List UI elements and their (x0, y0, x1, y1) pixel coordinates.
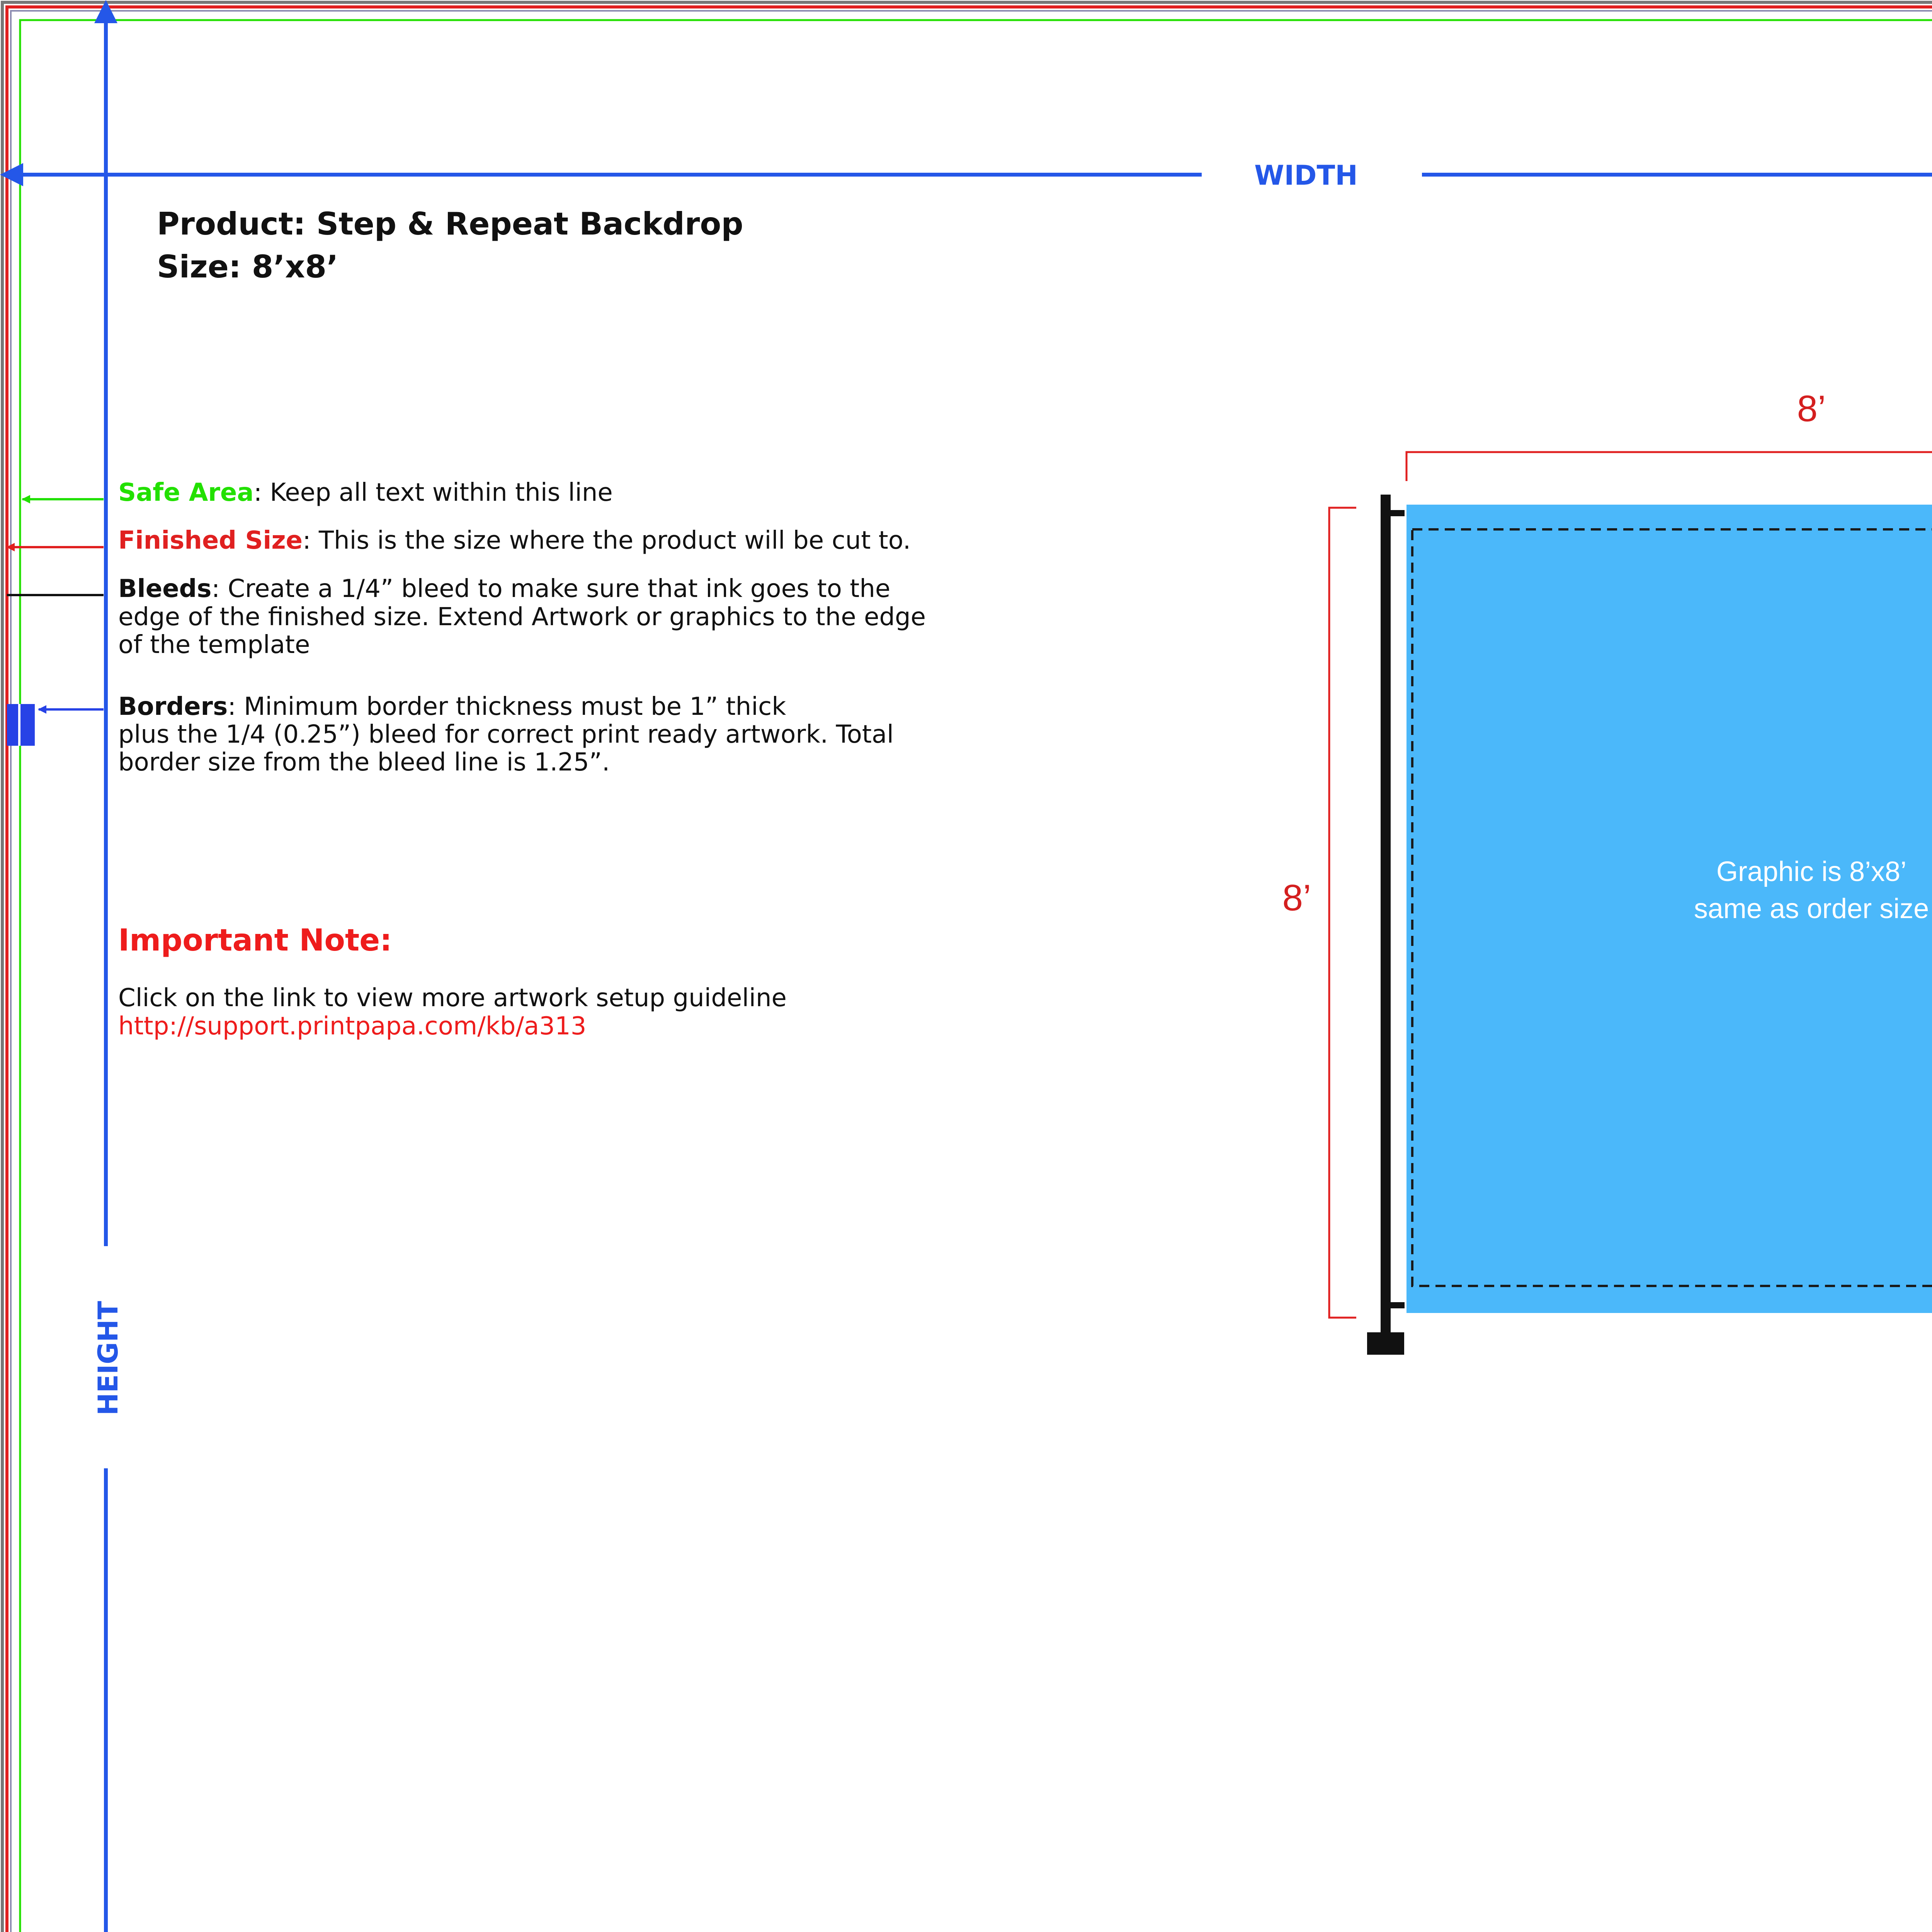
graphic-caption-line2: same as order size (1694, 893, 1929, 924)
legend-desc-borders-line1: : Minimum border thickness must be 1” thick (228, 692, 786, 721)
height-label: HEIGHT (92, 1301, 124, 1416)
height-dimension (1282, 508, 1356, 1318)
svg-text:Finished Size: This is the siz (118, 526, 911, 555)
legend-finished-size (6, 526, 911, 555)
note-title: Important Note: (118, 923, 392, 958)
product-title: Product: Step & Repeat Backdrop (157, 206, 743, 242)
legend-safe-area (22, 478, 613, 507)
left-stand-pole (1367, 495, 1405, 1355)
legend-term-safe-area: Safe Area (118, 478, 254, 507)
legend-desc-safe-area: : Keep all text within this line (253, 478, 613, 507)
svg-text:Safe Area: Keep all text withi (118, 478, 613, 507)
product-size: Size: 8’x8’ (157, 249, 338, 285)
backdrop-diagram (1282, 388, 1932, 1355)
height-dimension-label: 8’ (1282, 877, 1311, 918)
guideline-link[interactable]: http://support.printpapa.com/kb/a313 (118, 1012, 587, 1041)
width-dimension-label: 8’ (1797, 388, 1826, 429)
border-swatch (7, 704, 35, 746)
width-label: WIDTH (1254, 160, 1358, 191)
width-dimension (1406, 388, 1932, 481)
svg-text:Borders: Minimum border thickn (118, 692, 786, 721)
width-guide (12, 160, 1932, 191)
legend-desc-bleeds-line2: edge of the finished size. Extend Artwork or graphics to the edge (118, 603, 926, 631)
legend-term-bleeds: Bleeds (118, 575, 212, 603)
legend-term-borders: Borders (118, 692, 228, 721)
legend-desc-bleeds-line3: of the template (118, 631, 310, 659)
legend-desc-bleeds-line1: : Create a 1/4” bleed to make sure that ink goes to the (211, 575, 891, 603)
legend-borders (7, 692, 894, 777)
svg-text:Bleeds: Create a 1/4” bleed to (118, 575, 890, 603)
legend-desc-finished-size: : This is the size where the product will be cut to. (303, 526, 911, 555)
legend-desc-borders-line2: plus the 1/4 (0.25”) bleed for correct print ready artwork. Total (118, 720, 894, 749)
legend-desc-borders-line3: border size from the bleed line is 1.25”. (118, 748, 610, 777)
graphic-caption-line1: Graphic is 8’x8’ (1716, 856, 1907, 887)
note-body: Click on the link to view more artwork setup guideline (118, 984, 787, 1012)
height-guide (92, 12, 124, 1932)
legend-bleeds (7, 575, 926, 659)
important-note (118, 923, 787, 1041)
legend-term-finished-size: Finished Size (118, 526, 303, 555)
